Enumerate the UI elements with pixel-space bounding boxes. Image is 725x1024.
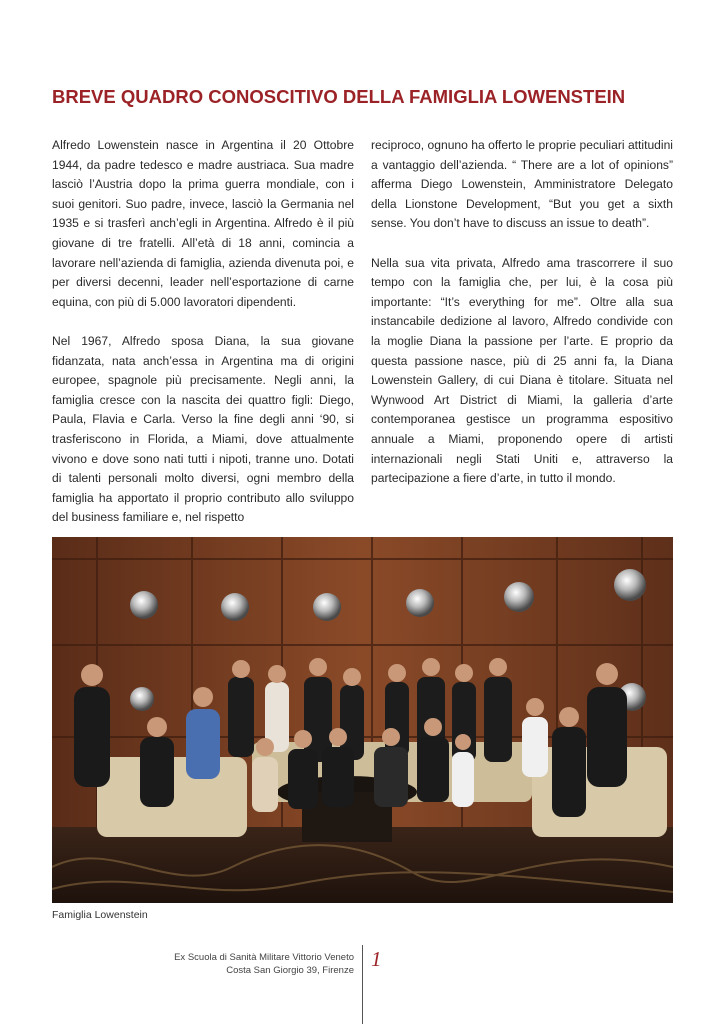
paragraph: reciproco, ognuno ha offerto le proprie peculiari attitudini a vantaggio dell’azienda. “ There are a lot of opinions” afferma Diego Lowenstein, Amministratore Delegato della Lionstone Development, “But you get a sixth sense. You don’t have to discuss an issue to death”. bbox=[371, 138, 673, 231]
page-number: 1 bbox=[371, 947, 382, 971]
family-photo-illustration bbox=[52, 537, 673, 903]
address-line: Ex Scuola di Sanità Militare Vittorio Veneto bbox=[174, 952, 354, 963]
paragraph: Alfredo Lowenstein nasce in Argentina il 20 Ottobre 1944, da padre tedesco e madre austriaca. Sua madre lasciò l’Austria dopo la prima guerra mondiale, con i suoi genitori. Suo padre, invece, lasciò la Germania nel 1935 e si trasferì anch’egli in Argentina. Alfredo è il più giovane di tre fratelli. All’età di 18 anni, comincia a lavorare nell’azienda di famiglia, azienda divenuta poi, e per diversi decenni, leader nell’esportazione di carne equina, con più di 5.000 lavoratori dipendenti. bbox=[52, 138, 354, 309]
family-photo bbox=[52, 537, 673, 903]
address-line: Costa San Giorgio 39, Firenze bbox=[226, 965, 354, 976]
page-title: BREVE QUADRO CONOSCITIVO DELLA FAMIGLIA LOWENSTEIN bbox=[52, 86, 626, 107]
right-column bbox=[371, 136, 673, 508]
footer-divider bbox=[362, 945, 363, 1024]
paragraph: Nel 1967, Alfredo sposa Diana, la sua giovane fidanzata, nata anch’essa in Argentina ma di origini europee, spagnole più precisamente. Negli anni, la famiglia cresce con la nascita dei quattro figli: Diego, Paula, Flavia e Carla. Verso la fine degli anni ‘90, si trasferiscono in Florida, a Miami, dove attualmente vivono e dove sono nati tutti i nipoti, tranne uno. Dotati di talenti personali molto diversi, ogni membro della famiglia ha apportato il proprio contributo allo sviluppo del business familiare e, nel rispetto bbox=[52, 333, 354, 525]
left-column bbox=[52, 136, 354, 547]
photo-caption: Famiglia Lowenstein bbox=[52, 909, 148, 921]
footer-address bbox=[174, 951, 354, 977]
paragraph: Nella sua vita privata, Alfredo ama trascorrere il suo tempo con la famiglia che, per lui, è la cosa più importante: “It’s everything for me”. Oltre alla sua instancabile dedizione al lavoro, Alfredo condivide con la moglie Diana la passione per l’arte. E proprio da questa passione nasce, più di 25 anni fa, la Diana Lowenstein Gallery, di cui Diana è titolare. Situata nel Wynwood Art District di Miami, la galleria d’arte contemporanea gestisce un programma espositivo annuale a Miami, proponendo opere di artisti internazionali negli Stati Uniti e, attraverso la partecipazione a fiere d’arte, in tutto il mondo. bbox=[371, 255, 673, 486]
